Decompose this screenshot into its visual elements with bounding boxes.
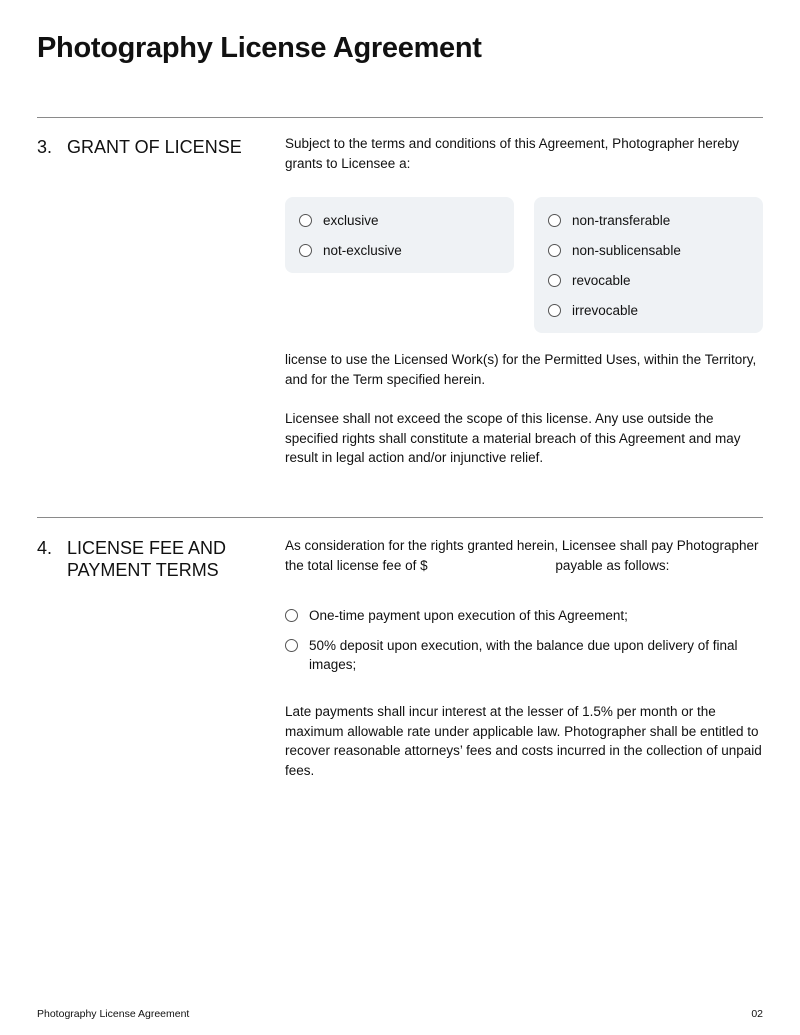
option-label: exclusive: [323, 212, 379, 228]
section-divider: [37, 117, 763, 118]
radio-button[interactable]: [548, 274, 561, 287]
option-non-transferable[interactable]: [548, 205, 749, 235]
radio-button[interactable]: [548, 214, 561, 227]
option-label: 50% deposit upon execution, with the balance due upon delivery of final images;: [309, 637, 738, 672]
option-irrevocable[interactable]: [548, 295, 749, 325]
payment-options: [285, 606, 763, 685]
fee-text-before: As consideration for the rights granted herein, Licensee shall pay Photographer the total license fee of $: [285, 538, 759, 573]
transferability-options: [534, 197, 763, 333]
exclusivity-options: [285, 197, 514, 273]
radio-button[interactable]: [285, 639, 298, 652]
option-deposit-payment[interactable]: [285, 636, 763, 675]
section-title: GRANT OF LICENSE: [67, 137, 242, 157]
fee-text-after: payable as follows:: [555, 557, 670, 573]
option-revocable[interactable]: [548, 265, 749, 295]
section-3-paragraph-2: Licensee shall not exceed the scope of this license. Any use outside the specified rights shall constitute a material breach of this Agreement and may result in legal action and/or injunctive relief.: [285, 411, 741, 465]
radio-button[interactable]: [285, 609, 298, 622]
option-exclusive[interactable]: [299, 205, 500, 235]
option-one-time-payment[interactable]: [285, 606, 763, 626]
radio-button[interactable]: [299, 214, 312, 227]
option-non-sublicensable[interactable]: [548, 235, 749, 265]
section-number: 4.: [37, 538, 53, 558]
option-label: not-exclusive: [323, 242, 402, 258]
section-4-paragraph: Late payments shall incur interest at the lesser of 1.5% per month or the maximum allowable rate under applicable law. Photographer shall be entitled to recover reasonable attorneys’ fees and costs incurred in the collection of unpaid fees.: [285, 704, 762, 778]
section-divider: [37, 517, 763, 518]
section-4-intro: [285, 536, 763, 575]
page-number: 02: [751, 1008, 763, 1020]
radio-button[interactable]: [548, 304, 561, 317]
section-3-intro: Subject to the terms and conditions of this Agreement, Photographer hereby grants to Licensee a:: [285, 136, 740, 171]
page-title: Photography License Agreement: [37, 32, 482, 64]
section-number: 3.: [37, 137, 53, 157]
option-label: irrevocable: [572, 302, 639, 318]
section-4-heading: [37, 537, 267, 581]
section-3-paragraph-1: license to use the Licensed Work(s) for the Permitted Uses, within the Territory, and for the Term specified herein.: [285, 352, 757, 387]
option-label: revocable: [572, 272, 631, 288]
option-label: non-sublicensable: [572, 242, 681, 258]
radio-button[interactable]: [299, 244, 312, 257]
option-not-exclusive[interactable]: [299, 235, 500, 265]
option-label: non-transferable: [572, 212, 671, 228]
option-label: One-time payment upon execution of this Agreement;: [309, 608, 628, 623]
footer-title: Photography License Agreement: [37, 1008, 190, 1020]
section-title: LICENSE FEE AND PAYMENT TERMS: [67, 538, 227, 580]
radio-button[interactable]: [548, 244, 561, 257]
section-3-heading: [37, 136, 267, 158]
